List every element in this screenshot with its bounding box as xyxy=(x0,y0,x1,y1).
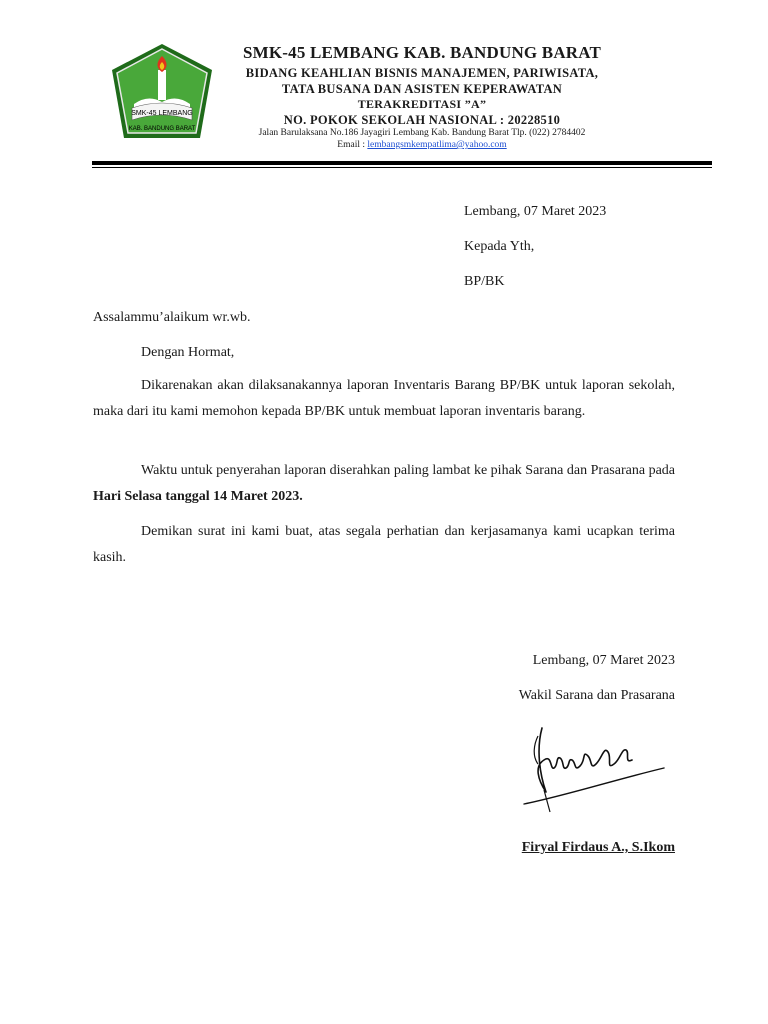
opening: Dengan Hormat, xyxy=(141,345,235,360)
accreditation: TERAKREDITASI ”A” xyxy=(357,97,487,111)
header-rule-thin xyxy=(92,167,712,168)
address: Jalan Barulaksana No.186 Jayagiri Lembang Kab. Bandung Barat Tlp. (022) 2784402 xyxy=(258,128,586,138)
paragraph-2 xyxy=(93,458,675,510)
letterhead-line2: TATA BUSANA DAN ASISTEN KEPERAWATAN xyxy=(281,82,563,96)
email-label: Email : xyxy=(337,140,368,150)
signer-name: Firyal Firdaus A., S.Ikom xyxy=(521,840,675,855)
signer-position: Wakil Sarana dan Prasarana xyxy=(518,688,675,703)
header-rule-thick xyxy=(92,161,712,165)
paragraph-1: Dikarenakan akan dilaksanakannya laporan Inventaris Barang BP/BK untuk laporan sekolah, maka dari itu kami memohon kepada BP/BK untuk membuat laporan inventaris barang. xyxy=(93,378,675,419)
email-link[interactable]: lembangsmkempatlima@yahoo.com xyxy=(367,140,507,150)
logo-banner-text: SMK-45 LEMBANG xyxy=(131,110,193,117)
email-line xyxy=(220,140,624,150)
npsn: NO. POKOK SEKOLAH NASIONAL : 20228510 xyxy=(283,113,561,127)
deadline: Hari Selasa tanggal 14 Maret 2023. xyxy=(93,489,303,504)
greeting: Assalammu’alaikum wr.wb. xyxy=(93,310,251,325)
signature xyxy=(494,720,674,824)
closing-date: Lembang, 07 Maret 2023 xyxy=(532,653,675,668)
school-name: SMK-45 LEMBANG KAB. BANDUNG BARAT xyxy=(242,43,602,62)
addressee-salutation: Kepada Yth, xyxy=(464,239,535,254)
paragraph-2-text: Waktu untuk penyerahan laporan diserahkan paling lambat ke pihak Sarana dan Prasarana pada xyxy=(141,463,675,478)
letter-date: Lembang, 07 Maret 2023 xyxy=(464,204,607,219)
recipient: BP/BK xyxy=(464,274,505,289)
school-logo xyxy=(108,42,216,142)
paragraph-3: Demikan surat ini kami buat, atas segala perhatian dan kerjasamanya kami ucapkan terima kasih. xyxy=(93,524,675,565)
logo-bottom-text: KAB. BANDUNG BARAT xyxy=(128,126,196,132)
letterhead-line1: BIDANG KEAHLIAN BISNIS MANAJEMEN, PARIWISATA, xyxy=(245,66,599,80)
